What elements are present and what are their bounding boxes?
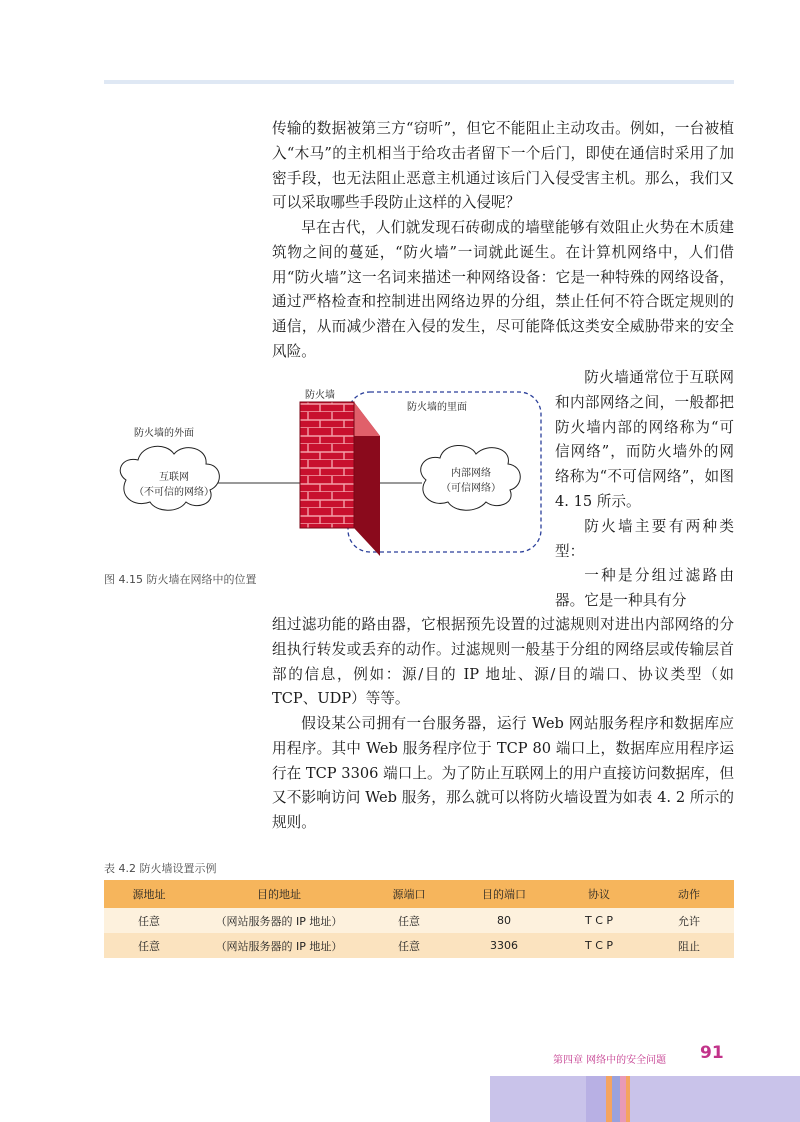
paragraph-4-text: 假设某公司拥有一台服务器，运行 Web 网站服务程序和数据库应用程序。其中 Web 服务程序位于 TCP 80 端口上，数据库应用程序运行在 TCP 3306 端口上。为了防止互联网上的用户直接访问数据库，但又不影响访问 Web 服务，那么就可以将防火墙设置为如表 4. 2 所示的规则。 (272, 715, 734, 832)
paragraph-3-text: 组过滤功能的路由器，它根据预先设置的过滤规则对进出内部网络的分组执行转发或丢弃的动作。过滤规则一般基于分组的网络层或传输层首部的信息，例如：源/目的 IP 地址、源/目的端口、协议类型（如 TCP、UDP）等等。 (272, 616, 734, 708)
intranet-label (433, 464, 509, 494)
table-header-row (104, 880, 734, 908)
firewall-rules-table (104, 880, 734, 958)
paragraph-1-text: 传输的数据被第三方“窃听”，但它不能阻止主动攻击。例如，一台被植入“木马”的主机相当于给攻击者留下一个后门，即使在通信时采用了加密手段，也无法阻止恶意主机通过该后门入侵受害主机。那么，我们又可以采取哪些手段防止这样的入侵呢？ (272, 120, 734, 212)
paragraph-2-text: 早在古代，人们就发现石砖砌成的墙壁能够有效阻止火势在木质建筑物之间的蔓延，“防火墙”一词就此诞生。在计算机网络中，人们借用“防火墙”这一名词来描述一种网络设备：它是一种特殊的网络设备，通过严格检查和控制进出网络边界的分组，禁止任何不符合既定规则的通信，从而减少潜在入侵的发生，尽可能降低这类安全威胁带来的安全风险。 (272, 219, 734, 360)
table-cell: 任意 (364, 933, 454, 958)
firewall-label: 防火墙 (305, 390, 335, 401)
bar (490, 1076, 586, 1122)
table-cell: （网站服务器的 IP 地址） (194, 933, 364, 958)
table-cell: 任意 (104, 908, 194, 933)
table-cell: T C P (554, 908, 644, 933)
table-cell: T C P (554, 933, 644, 958)
decorative-color-bars (490, 1076, 800, 1122)
paragraph-1 (272, 117, 734, 216)
paragraph-3 (272, 613, 734, 712)
inside-label: 防火墙的里面 (407, 402, 467, 413)
internet-label-line1: 互联网 (159, 472, 189, 483)
chapter-title: 第四章 网络中的安全问题 (553, 1055, 667, 1066)
intranet-label-line1: 内部网络 (451, 468, 491, 479)
bar (612, 1076, 620, 1122)
table-cell: （网站服务器的 IP 地址） (194, 908, 364, 933)
table-cell: 任意 (104, 933, 194, 958)
header-destination-address: 目的地址 (194, 880, 364, 908)
paragraph-4 (272, 712, 734, 836)
table-cell: 80 (454, 908, 554, 933)
table-cell: 任意 (364, 908, 454, 933)
header-rule (104, 80, 734, 84)
intranet-label-line2: （可信网络） (441, 483, 501, 494)
table-caption: 表 4.2 防火墙设置示例 (104, 862, 217, 875)
bar (630, 1076, 800, 1122)
header-source-address: 源地址 (104, 880, 194, 908)
header-protocol: 协议 (554, 880, 644, 908)
paragraph-2 (272, 216, 734, 365)
table-row (104, 933, 734, 958)
bar (586, 1076, 606, 1122)
internet-label (134, 468, 214, 498)
side-paragraph-2: 防火墙主要有两种类型： (555, 517, 734, 560)
header-source-port: 源端口 (364, 880, 454, 908)
side-paragraph-3: 一种是分组过滤路由器。它是一种具有分 (555, 567, 734, 610)
side-text (555, 366, 734, 614)
firewall-diagram (104, 380, 552, 560)
table-row (104, 908, 734, 933)
outside-label: 防火墙的外面 (134, 428, 194, 439)
table-cell: 3306 (454, 933, 554, 958)
internet-label-line2: （不可信的网络） (134, 487, 214, 498)
table-cell: 允许 (644, 908, 734, 933)
header-action: 动作 (644, 880, 734, 908)
figure-caption: 图 4.15 防火墙在网络中的位置 (104, 573, 257, 586)
table-cell: 阻止 (644, 933, 734, 958)
page-number: 91 (700, 1043, 724, 1063)
side-paragraph-1: 防火墙通常位于互联网和内部网络之间，一般都把防火墙内部的网络称为“可信网络”，而防火墙外的网络称为“不可信网络”，如图 4. 15 所示。 (555, 369, 734, 510)
firewall-brick-wall (300, 402, 354, 528)
header-destination-port: 目的端口 (454, 880, 554, 908)
